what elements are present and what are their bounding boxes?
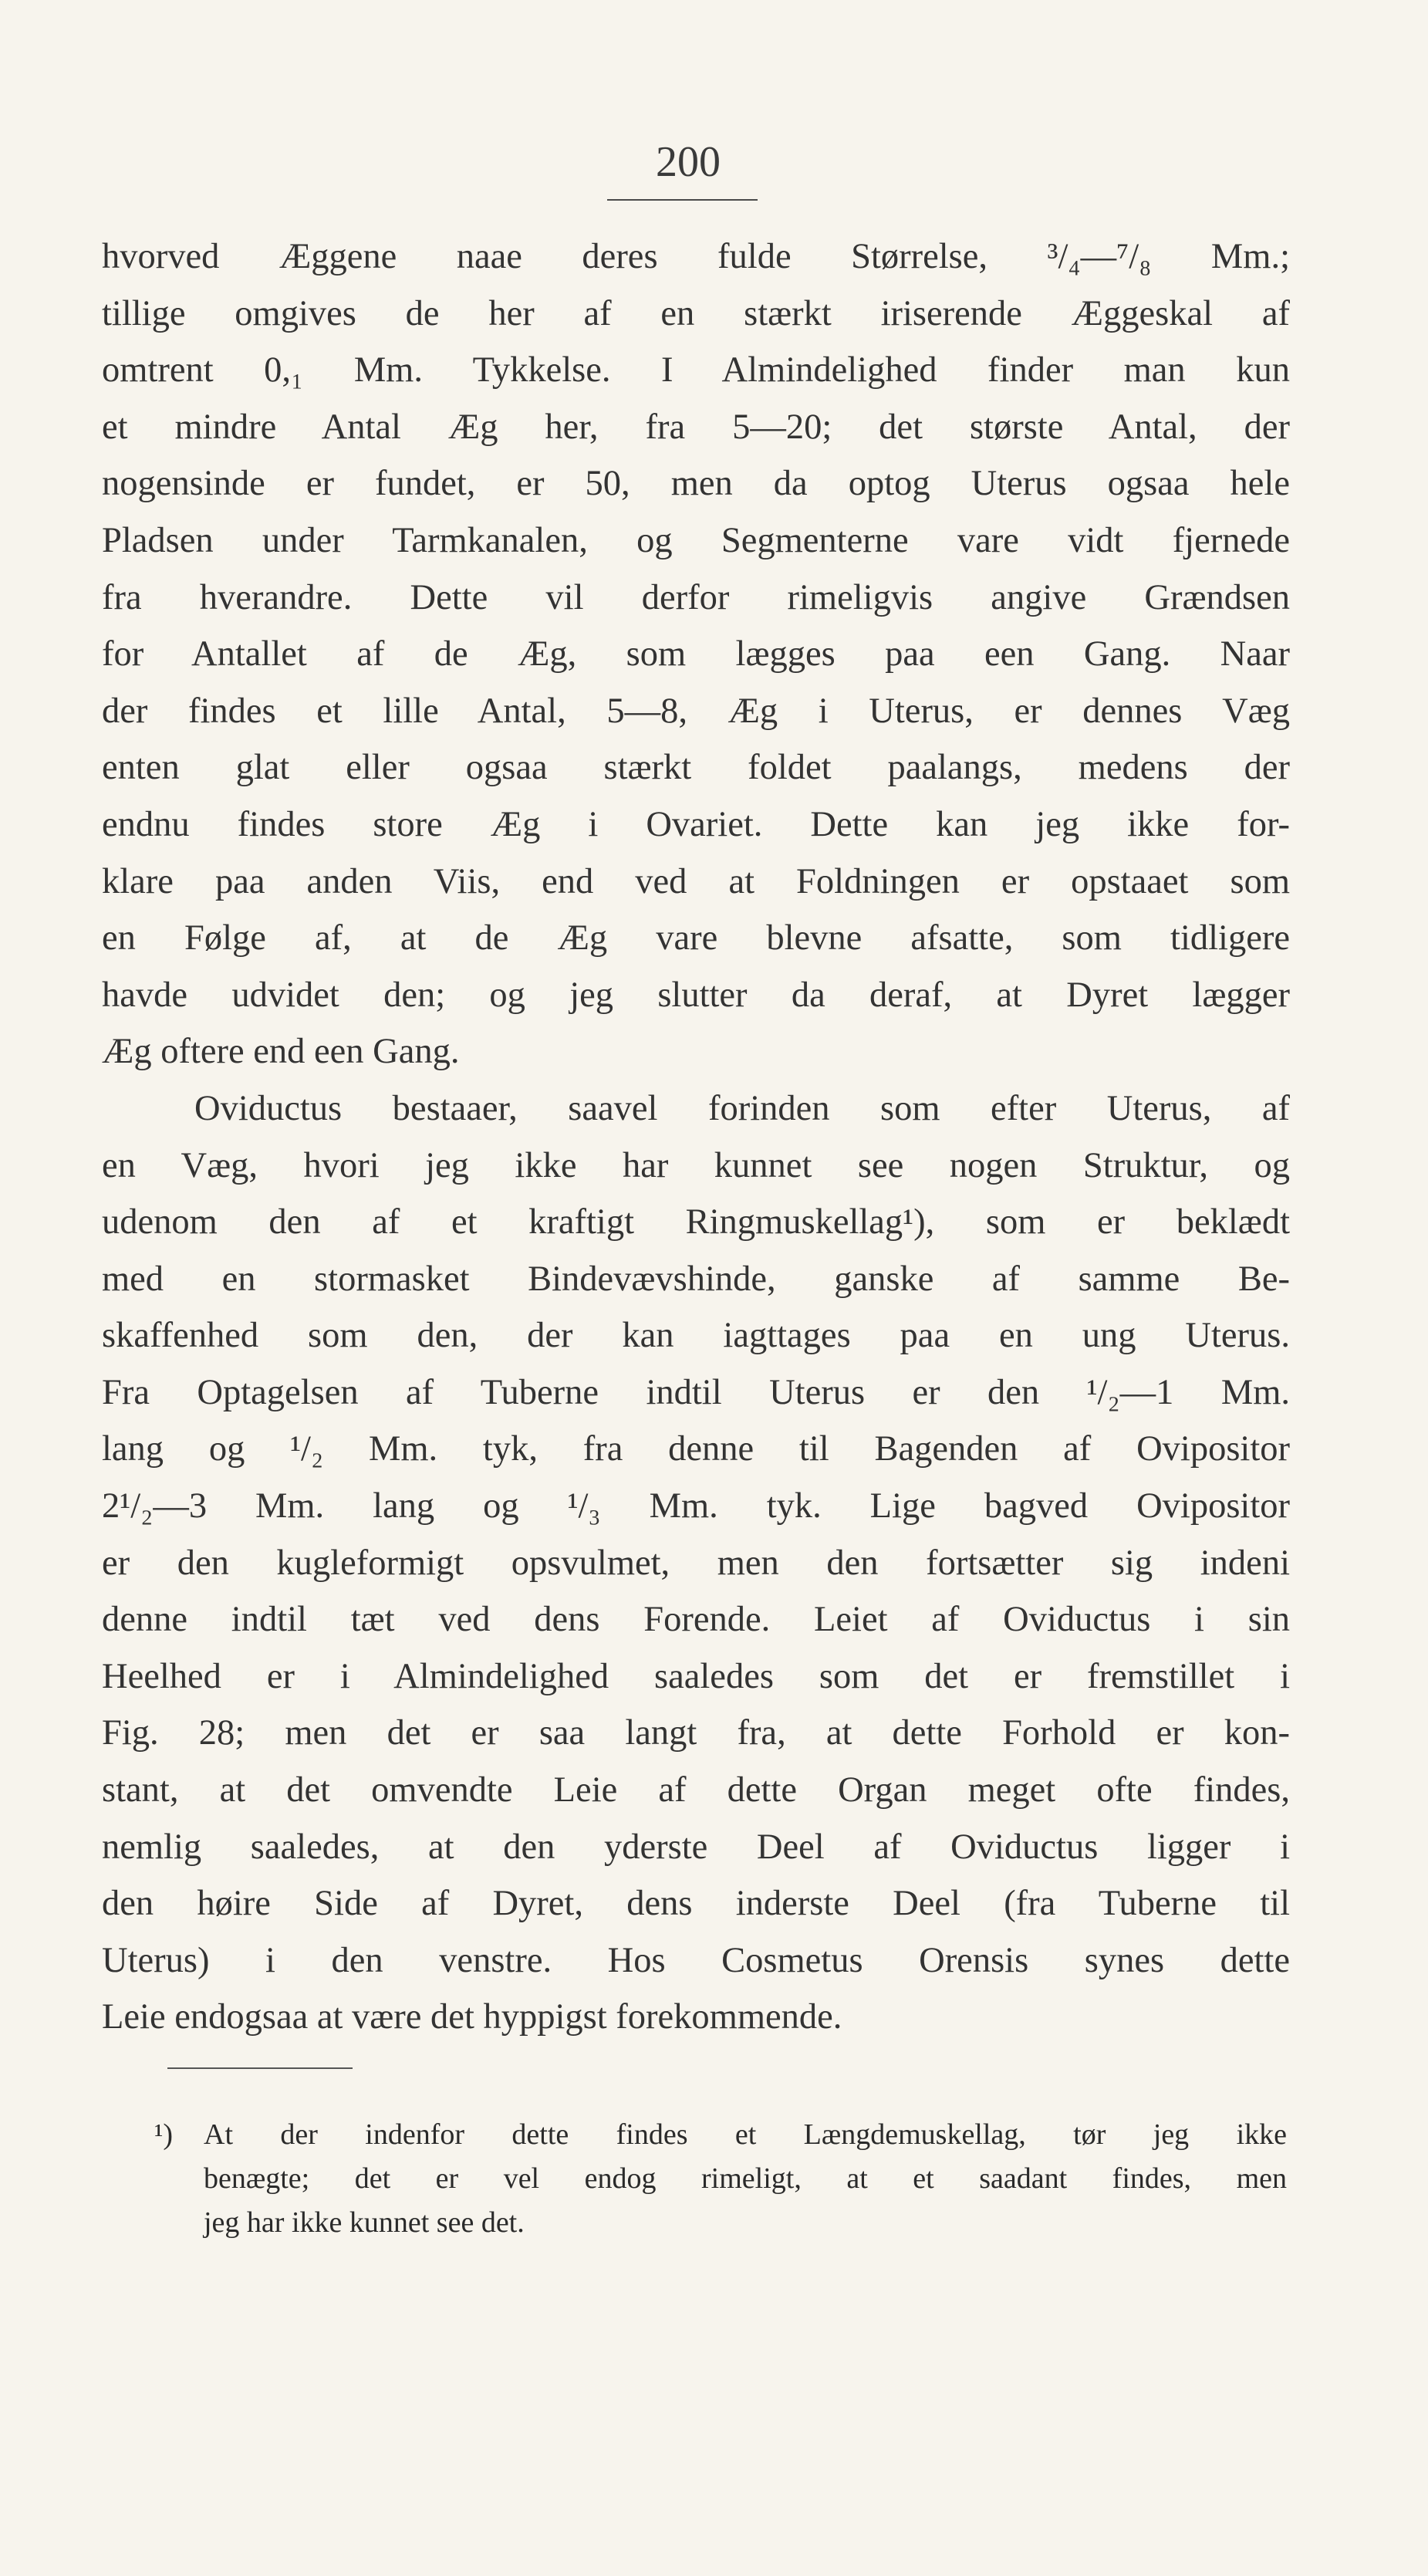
text-line: Heelhed er i Almindelighed saaledes som det er fremstillet i — [102, 1656, 1290, 1696]
footnote-line — [154, 2113, 1287, 2157]
footnote-marker: ¹) — [154, 2118, 174, 2151]
text-line: med en stormasket Bindevævshinde, ganske af samme Be- — [102, 1259, 1290, 1299]
text-line: er den kugleformigt opsvulmet, men den fortsætter sig indeni — [102, 1543, 1290, 1583]
text-line: tillige omgives de her af en stærkt iriserende Æggeskal af — [102, 293, 1290, 333]
text-line: hvorved Æggene naae deres fulde Størrelse, ³/₄—⁷/₈ Mm.; — [102, 237, 1290, 276]
footnote-rule — [167, 2067, 353, 2069]
text-line: enten glat eller ogsaa stærkt foldet paalangs, medens der — [102, 748, 1290, 788]
text-line: Fra Optagelsen af Tuberne indtil Uterus er den ¹/₂—1 Mm. — [102, 1372, 1290, 1412]
text-line: lang og ¹/₂ Mm. tyk, fra denne til Bagenden af Ovipositor — [102, 1429, 1290, 1469]
text-line: havde udvidet den; og jeg slutter da deraf, at Dyret lægger — [102, 975, 1290, 1015]
text-line: udenom den af et kraftigt Ringmuskellag¹), som er beklædt — [102, 1202, 1290, 1242]
text-line-paragraph-start: Oviductus bestaaer, saavel forinden som efter Uterus, af — [194, 1088, 1290, 1128]
text-line: for Antallet af de Æg, som lægges paa een Gang. Naar — [102, 634, 1290, 674]
text-line: Fig. 28; men det er saa langt fra, at dette Forhold er kon- — [102, 1713, 1290, 1753]
footnote-line: jeg har ikke kunnet see det. — [204, 2206, 525, 2239]
text-line: klare paa anden Viis, end ved at Foldningen er opstaaet som — [102, 861, 1290, 901]
footnote — [154, 2113, 1287, 2245]
text-line: denne indtil tæt ved dens Forende. Leiet af Oviductus i sin — [102, 1600, 1290, 1640]
text-line: fra hverandre. Dette vil derfor rimeligvis angive Grændsen — [102, 577, 1290, 617]
text-line: en Følge af, at de Æg vare blevne afsatte, som tidligere — [102, 918, 1290, 958]
text-line: nogensinde er fundet, er 50, men da optog Uterus ogsaa hele — [102, 464, 1290, 504]
text-line: 2¹/₂—3 Mm. lang og ¹/₃ Mm. tyk. Lige bagved Ovipositor — [102, 1486, 1290, 1526]
text-line: Uterus) i den venstre. Hos Cosmetus Orensis synes dette — [102, 1940, 1290, 1980]
text-line: Pladsen under Tarmkanalen, og Segmenterne vare vidt fjernede — [102, 520, 1290, 560]
page-number: 200 — [656, 138, 721, 186]
text-line: et mindre Antal Æg her, fra 5—20; det største Antal, der — [102, 407, 1290, 447]
text-line: nemlig saaledes, at den yderste Deel af Oviductus ligger i — [102, 1827, 1290, 1867]
text-line: skaffenhed som den, der kan iagttages paa en ung Uterus. — [102, 1316, 1290, 1356]
text-line: den høire Side af Dyret, dens inderste Deel (fra Tuberne til — [102, 1884, 1290, 1924]
text-line-paragraph-end: Leie endogsaa at være det hyppigst forekommende. — [102, 1997, 842, 2037]
page-number-rule — [607, 199, 758, 201]
text-line: omtrent 0,₁ Mm. Tykkelse. I Almindelighed finder man kun — [102, 350, 1290, 390]
text-line: der findes et lille Antal, 5—8, Æg i Uterus, er dennes Væg — [102, 691, 1290, 731]
text-line: en Væg, hvori jeg ikke har kunnet see nogen Struktur, og — [102, 1145, 1290, 1185]
body-text — [102, 228, 1290, 2046]
footnote-line: benægte; det er vel endog rimeligt, at et saadant findes, men — [204, 2162, 1287, 2195]
footnote-text: At der indenfor dette findes et Længdemuskellag, tør jeg ikke — [204, 2118, 1287, 2151]
text-line-paragraph-end: Æg oftere end een Gang. — [102, 1032, 460, 1072]
text-line: stant, at det omvendte Leie af dette Organ meget ofte findes, — [102, 1770, 1290, 1810]
text-line: endnu findes store Æg i Ovariet. Dette kan jeg ikke for- — [102, 804, 1290, 844]
